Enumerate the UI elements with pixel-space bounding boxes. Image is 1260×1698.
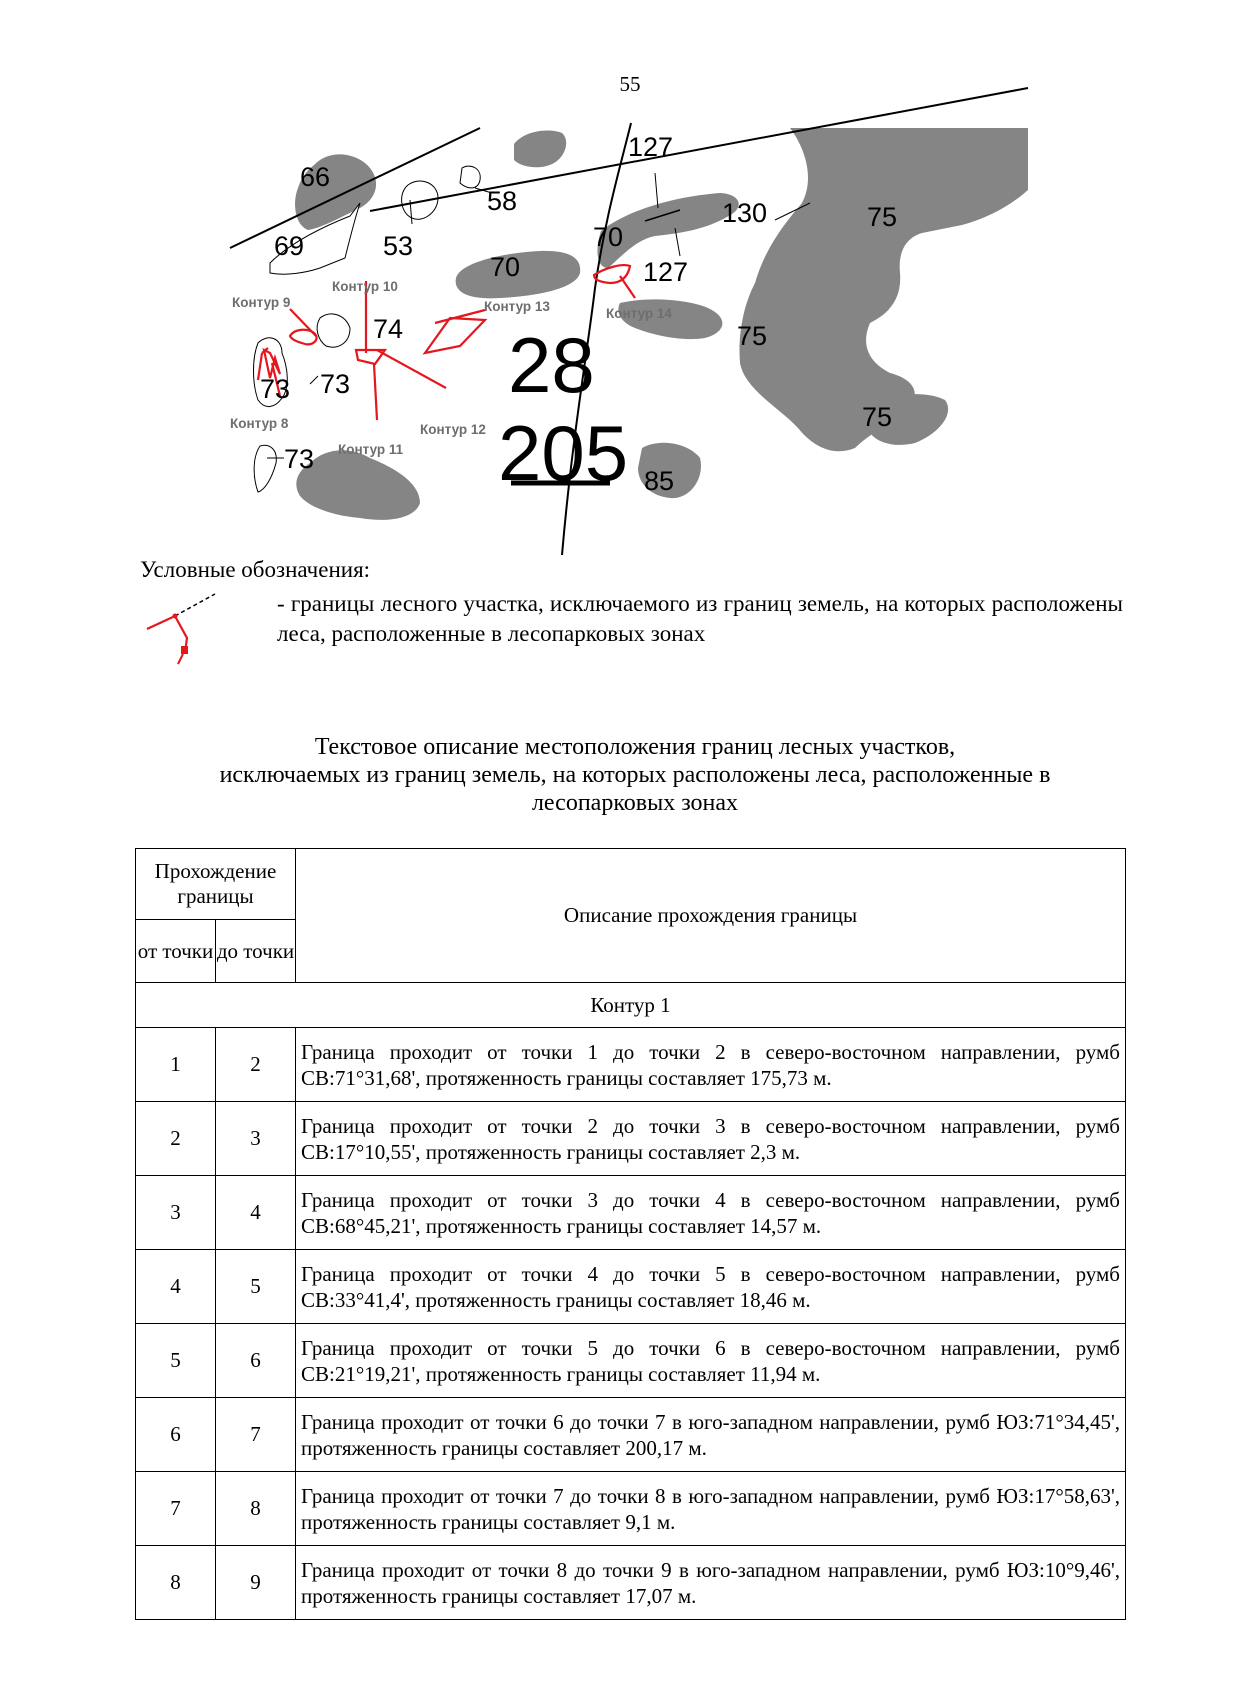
contour-label-10: Контур 10 — [332, 279, 398, 294]
boundary-line-icon — [145, 592, 225, 667]
description-cell: Граница проходит от точки 1 до точки 2 в северо-восточном направлении, румб СВ:71°31,68', протяженность границы составляет 175,73 м. — [296, 1028, 1126, 1102]
description-cell: Граница проходит от точки 3 до точки 4 в северо-восточном направлении, румб СВ:68°45,21', протяженность границы составляет 14,57 м. — [296, 1176, 1126, 1250]
description-cell: Граница проходит от точки 5 до точки 6 в северо-восточном направлении, румб СВ:21°19,21', протяженность границы составляет 11,94 м. — [296, 1324, 1126, 1398]
map-label-73: 73 — [320, 369, 351, 399]
description-cell: Граница проходит от точки 7 до точки 8 в юго-западном направлении, румб ЮЗ:17°58,63', протяженность границы составляет 9,1 м. — [296, 1472, 1126, 1546]
from-point-cell: 4 — [136, 1250, 216, 1324]
to-point-cell: 4 — [216, 1176, 296, 1250]
contour-label-11: Контур 11 — [338, 442, 404, 457]
map-label-28: 28 — [508, 321, 595, 409]
to-point-cell: 8 — [216, 1472, 296, 1546]
description-cell: Граница проходит от точки 6 до точки 7 в юго-западном направлении, румб ЮЗ:71°34,45', протяженность границы составляет 200,17 м. — [296, 1398, 1126, 1472]
from-point-cell: 7 — [136, 1472, 216, 1546]
map-label-73: 73 — [260, 374, 291, 404]
description-cell: Граница проходит от точки 2 до точки 3 в северо-восточном направлении, румб СВ:17°10,55', протяженность границы составляет 2,3 м. — [296, 1102, 1126, 1176]
contour-title: Контур 1 — [136, 983, 1126, 1028]
table-row — [136, 1472, 1126, 1546]
header-to-point: до точки — [216, 920, 296, 983]
to-point-cell: 3 — [216, 1102, 296, 1176]
legend-title: Условные обозначения: — [140, 557, 371, 582]
from-point-cell: 1 — [136, 1028, 216, 1102]
to-point-cell: 6 — [216, 1324, 296, 1398]
map-label-53: 53 — [383, 231, 414, 261]
contour-label-14: Контур 14 — [606, 306, 672, 321]
map-label-70: 70 — [593, 222, 624, 252]
legend-text: - границы лесного участка, исключаемого из границ земель, на которых расположены леса, расположенные в лесопарковых зонах — [277, 591, 1123, 646]
map-label-66: 66 — [300, 162, 331, 192]
table-row — [136, 1324, 1126, 1398]
map-label-85: 85 — [644, 466, 675, 496]
to-point-cell: 7 — [216, 1398, 296, 1472]
to-point-cell: 9 — [216, 1546, 296, 1620]
map-label-75: 75 — [862, 402, 893, 432]
header-description: Описание прохождения границы — [296, 849, 1126, 983]
map-label-73: 73 — [284, 444, 315, 474]
contour-label-8: Контур 8 — [230, 416, 289, 431]
boundary-table — [135, 848, 1126, 1620]
description-cell: Граница проходит от точки 8 до точки 9 в юго-западном направлении, румб ЮЗ:10°9,46', протяженность границы составляет 17,07 м. — [296, 1546, 1126, 1620]
map-label-69: 69 — [274, 231, 305, 261]
map-label-75: 75 — [867, 202, 898, 232]
map-label-130: 130 — [722, 198, 768, 228]
contour-label-13: Контур 13 — [484, 299, 550, 314]
header-boundary-passage: Прохождение границы — [136, 849, 296, 920]
table-row — [136, 1398, 1126, 1472]
table-row — [136, 1102, 1126, 1176]
from-point-cell: 5 — [136, 1324, 216, 1398]
contour-label-12: Контур 12 — [420, 422, 486, 437]
section-title — [140, 733, 1130, 817]
map-label-127: 127 — [628, 132, 674, 162]
section-title-line: исключаемых из границ земель, на которых расположены леса, расположенные в — [219, 762, 1051, 788]
map-label-58: 58 — [487, 186, 518, 216]
table-row — [136, 1250, 1126, 1324]
contour-label-9: Контур 9 — [232, 295, 291, 310]
table-row — [136, 1546, 1126, 1620]
header-from-point: от точки — [136, 920, 216, 983]
map-label-127: 127 — [643, 257, 689, 287]
table-row — [136, 1176, 1126, 1250]
page-number: 55 — [619, 72, 641, 96]
from-point-cell: 6 — [136, 1398, 216, 1472]
to-point-cell: 2 — [216, 1028, 296, 1102]
section-title-line: Текстовое описание местоположения границ лесных участков, — [314, 734, 956, 760]
table-row — [136, 1028, 1126, 1102]
map-label-70: 70 — [490, 252, 521, 282]
description-cell: Граница проходит от точки 4 до точки 5 в северо-восточном направлении, румб СВ:33°41,4', протяженность границы составляет 18,46 м. — [296, 1250, 1126, 1324]
map-label-205: 205 — [498, 409, 629, 497]
forest-map — [230, 128, 1028, 555]
from-point-cell: 2 — [136, 1102, 216, 1176]
to-point-cell: 5 — [216, 1250, 296, 1324]
from-point-cell: 3 — [136, 1176, 216, 1250]
section-title-line: лесопарковых зонах — [531, 790, 739, 816]
map-label-74: 74 — [373, 314, 404, 344]
from-point-cell: 8 — [136, 1546, 216, 1620]
map-label-75: 75 — [737, 321, 768, 351]
forest-areas — [295, 128, 1028, 520]
